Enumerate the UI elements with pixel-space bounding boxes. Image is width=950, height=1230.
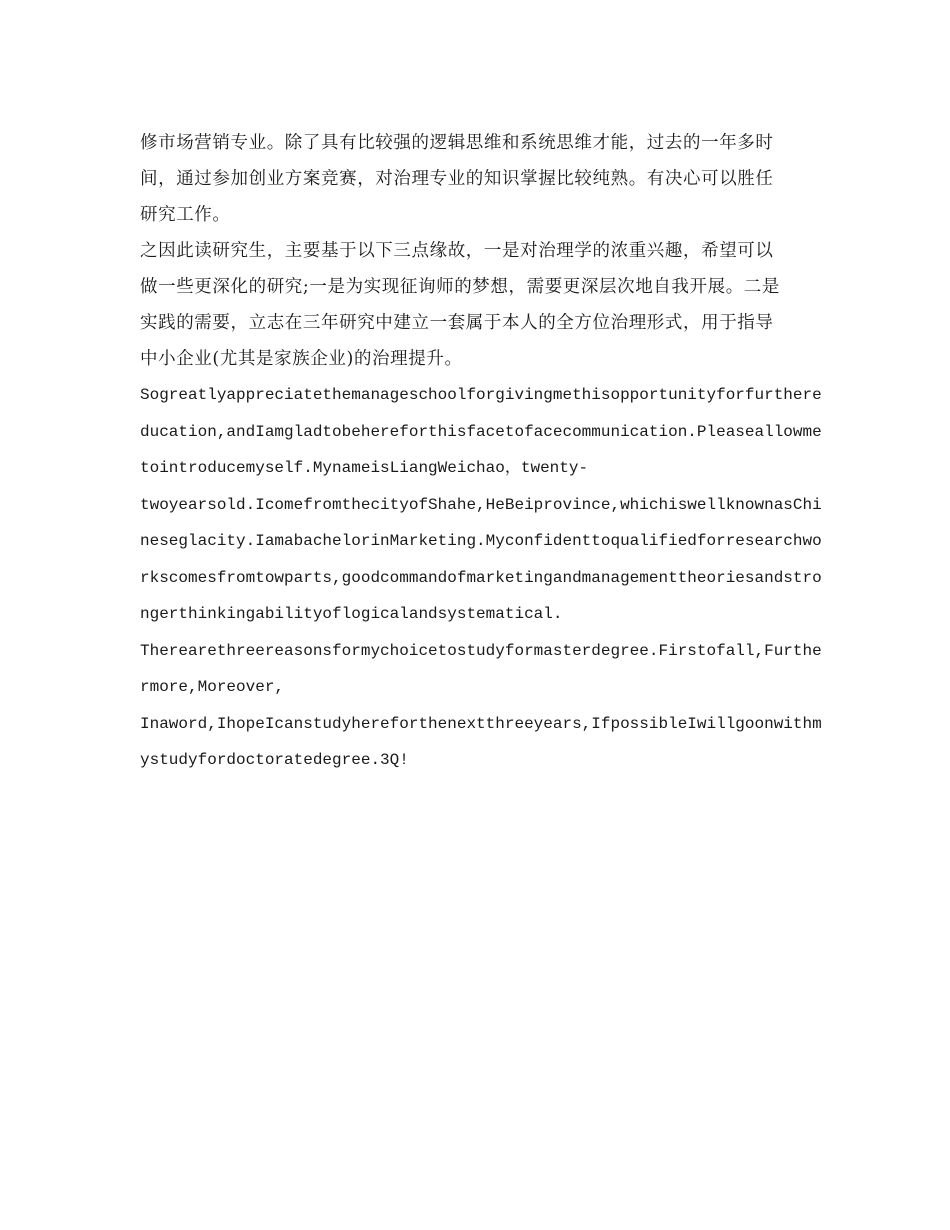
- english-paragraph-reasons: [140, 633, 822, 706]
- text-line: 做一些更深化的研究;一是为实现征询师的梦想，需要更深层次地自我开展。二是: [140, 277, 780, 297]
- text-line: 间，通过参加创业方案竞赛，对治理专业的知识掌握比较纯熟。有决心可以胜任: [140, 169, 774, 189]
- text-line: Sogreatlyappreciatethemanageschoolforgivingmethisopportunityforfurthere: [140, 386, 822, 404]
- english-paragraph-conclusion: [140, 706, 822, 779]
- text-line: 修市场营销专业。除了具有比较强的逻辑思维和系统思维才能，过去的一年多时: [140, 133, 774, 153]
- text-line: ystudyfordoctoratedegree.3Q!: [140, 751, 409, 769]
- text-line: rkscomesfromtowparts,goodcommandofmarketingandmanagementtheoriesandstro: [140, 568, 822, 587]
- text-line: ngerthinkingabilityoflogicalandsystematical.: [140, 605, 563, 623]
- text-line: 实践的需要，立志在三年研究中建立一套属于本人的全方位治理形式，用于指导: [140, 313, 774, 333]
- chinese-paragraph-major: [140, 125, 805, 233]
- text-line: twoyearsold.IcomefromthecityofShahe,HeBeiprovince,whichiswellknownasChi: [140, 495, 822, 514]
- document-page: [140, 125, 822, 779]
- text-line: neseglacity.IamabachelorinMarketing.Myconfidenttoqualifiedforresearchwo: [140, 532, 822, 550]
- english-paragraph-background: [140, 487, 822, 633]
- text-line: ducation,andIamgladtobehereforthisfacetofacecommunication.Pleaseallowme: [140, 422, 822, 441]
- text-line: 研究工作。: [140, 205, 231, 225]
- english-paragraph-intro: [140, 377, 822, 487]
- text-line: Inaword,IhopeIcanstudyhereforthenextthreeyears,IfpossibleIwillgoonwithm: [140, 714, 822, 733]
- text-line: 中小企业(尤其是家族企业)的治理提升。: [140, 349, 463, 369]
- text-line: 之因此读研究生，主要基于以下三点缘故，一是对治理学的浓重兴趣，希望可以: [140, 241, 774, 261]
- text-line: tointroducemyself.MynameisLiangWeichao，twenty-: [140, 459, 589, 477]
- text-line: Therearethreereasonsformychoicetostudyformasterdegree.Firstofall,Furthe: [140, 641, 822, 660]
- chinese-paragraph-reasons: [140, 233, 805, 377]
- text-line: rmore,Moreover,: [140, 678, 285, 696]
